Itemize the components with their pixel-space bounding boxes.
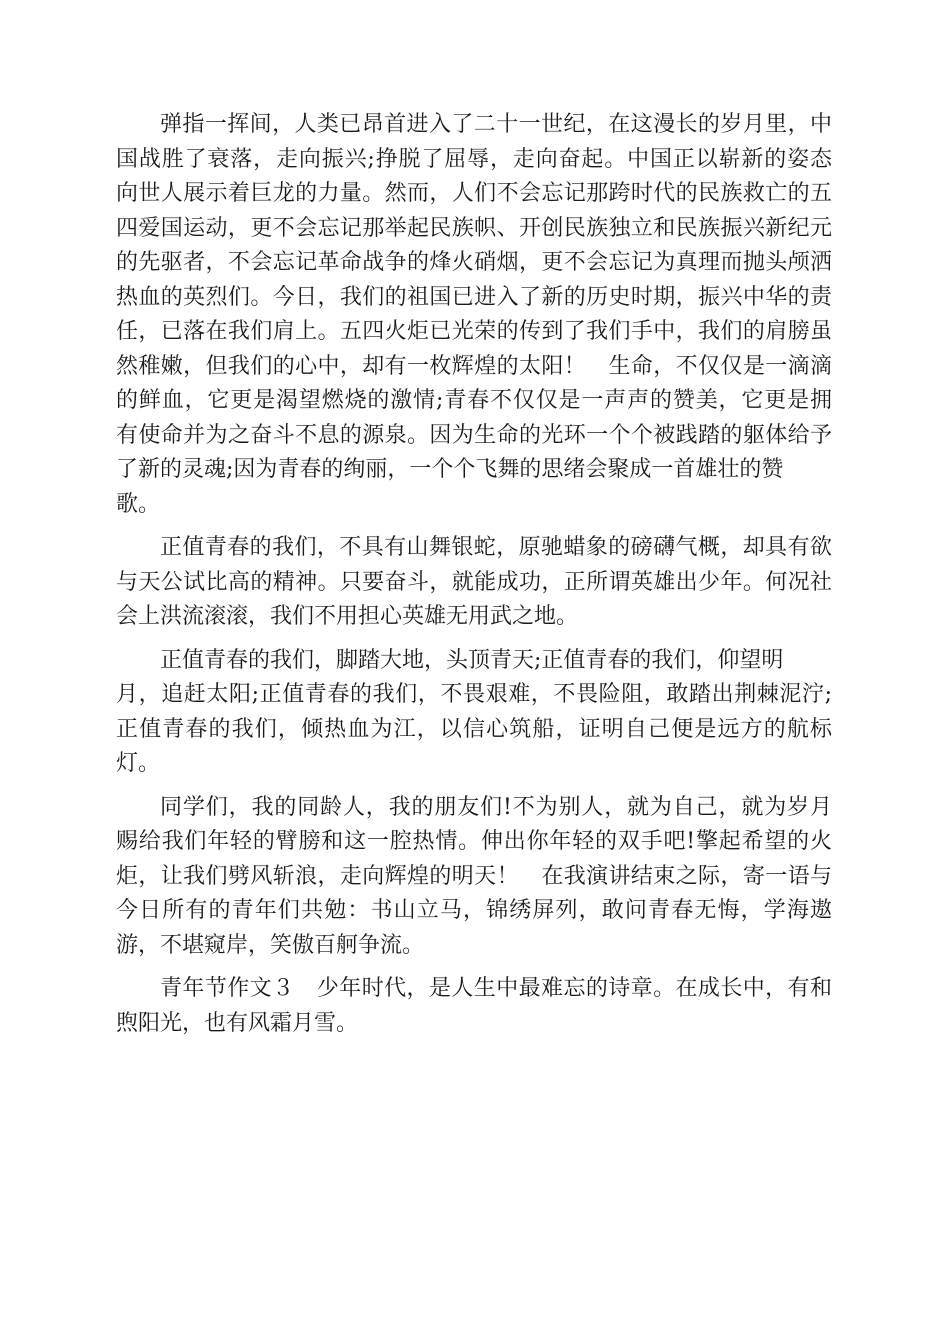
text-line: 与天公试比高的精神。只要奋斗，就能成功，正所谓英雄出少年。何况社 <box>116 569 832 595</box>
text-line: 游，不堪窥岸，笑傲百舸争流。 <box>116 932 425 958</box>
paragraph-4 <box>116 791 832 964</box>
text-line: 青年节作文３ 少年时代，是人生中最难忘的诗章。在成长中，有和 <box>160 976 832 1001</box>
text-line: 的先驱者，不会忘记革命战争的烽火硝烟，更不会忘记为真理而抛头颅洒 <box>116 250 832 275</box>
document-body <box>116 108 832 1050</box>
text-line: 向世人展示着巨龙的力量。然而，人们不会忘记那跨时代的民族救亡的五 <box>116 181 832 206</box>
text-line: 今日所有的青年们共勉：书山立马，锦绣屏列，敢问青春无悔，学海遨 <box>116 898 832 923</box>
paragraph-5 <box>116 972 832 1041</box>
text-line: 赐给我们年轻的臂膀和这一腔热情。伸出你年轻的双手吧!擎起希望的火 <box>116 829 832 854</box>
text-line: 了新的灵魂;因为青春的绚丽，一个个飞舞的思绪会聚成一首雄壮的赞 <box>116 457 784 482</box>
text-line: 月，追赶太阳;正值青春的我们，不畏艰难，不畏险阻，敢踏出荆棘泥泞; <box>116 682 832 707</box>
text-line: 同学们，我的同龄人，我的朋友们!不为别人，就为自己，就为岁月 <box>160 794 832 820</box>
text-line: 有使命并为之奋斗不息的源泉。因为生命的光环一个个被践踏的躯体给予 <box>116 422 832 448</box>
text-line: 然稚嫩，但我们的心中，却有一枚辉煌的太阳！ 生命，不仅仅是一滴滴 <box>116 353 832 379</box>
paragraph-1 <box>116 108 832 522</box>
paragraph-3 <box>116 644 832 782</box>
text-line: 煦阳光，也有风霜月雪。 <box>116 1010 359 1036</box>
text-line: 灯。 <box>116 751 161 776</box>
text-line: 会上洪流滚滚，我们不用担心英雄无用武之地。 <box>116 604 579 629</box>
text-line: 任，已落在我们肩上。五四火炬已光荣的传到了我们手中，我们的肩膀虽 <box>116 319 832 344</box>
text-line: 热血的英烈们。今日，我们的祖国已进入了新的历史时期，振兴中华的责 <box>116 284 832 310</box>
paragraph-2 <box>116 531 832 635</box>
text-line: 歌。 <box>116 491 161 517</box>
text-line: 正值青春的我们，不具有山舞银蛇，原驰蜡象的磅礴气概，却具有欲 <box>160 535 832 560</box>
text-line: 正值青春的我们，脚踏大地，头顶青天;正值青春的我们，仰望明 <box>160 647 784 673</box>
text-line: 四爱国运动，更不会忘记那举起民族帜、开创民族独立和民族振兴新纪元 <box>116 215 832 241</box>
text-line: 国战胜了衰落，走向振兴;挣脱了屈辱，走向奋起。中国正以崭新的姿态 <box>116 146 832 172</box>
text-line: 的鲜血，它更是渴望燃烧的激情;青春不仅仅是一声声的赞美，它更是拥 <box>116 388 832 413</box>
text-line: 炬，让我们劈风斩浪，走向辉煌的明天！ 在我演讲结束之际，寄一语与 <box>116 863 832 889</box>
text-line: 弹指一挥间，人类已昂首进入了二十一世纪，在这漫长的岁月里，中 <box>160 112 832 137</box>
text-line: 正值青春的我们，倾热血为江，以信心筑船，证明自己便是远方的航标 <box>116 716 832 742</box>
